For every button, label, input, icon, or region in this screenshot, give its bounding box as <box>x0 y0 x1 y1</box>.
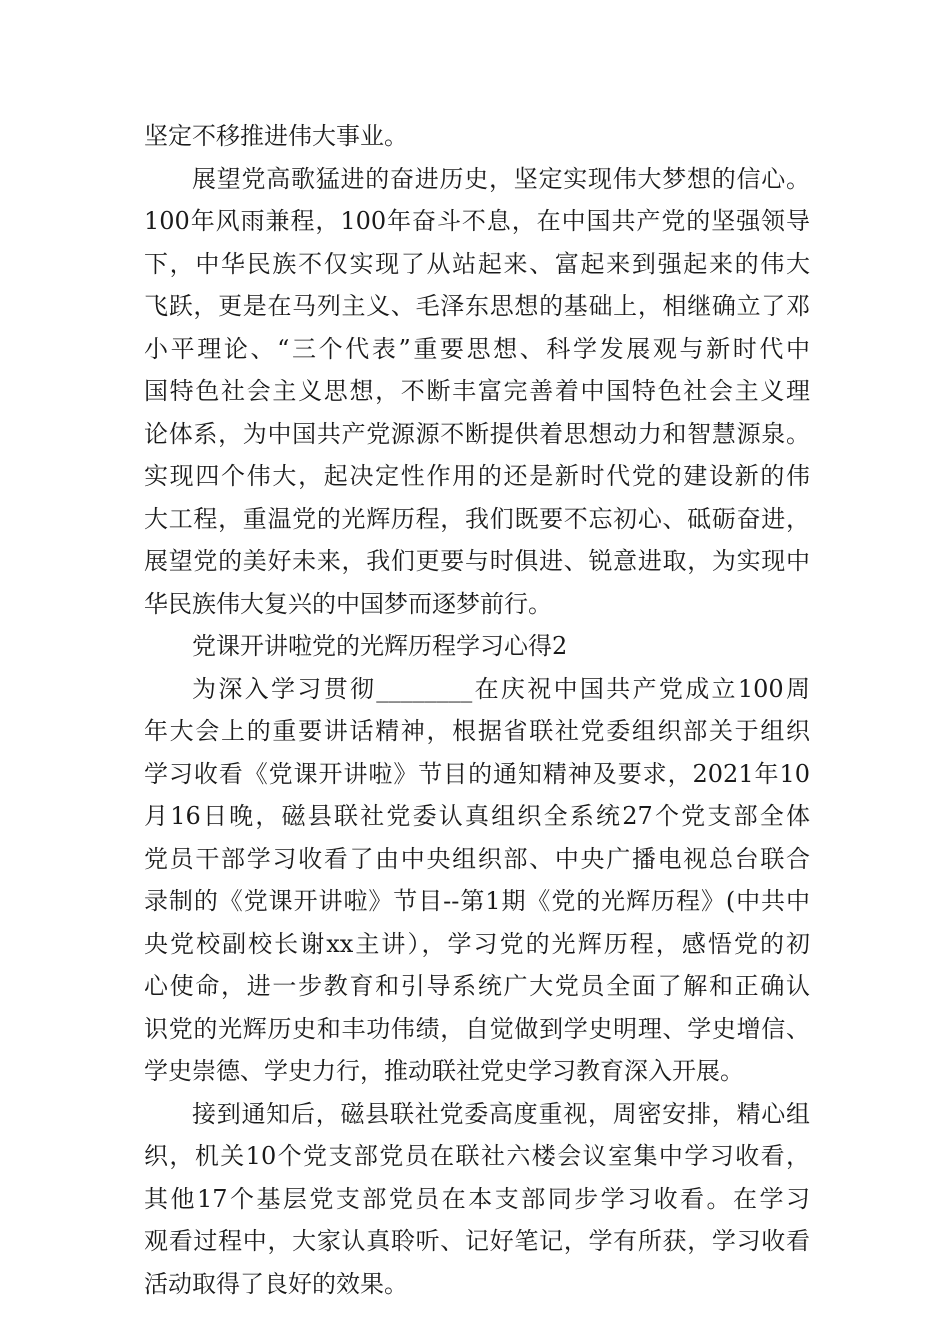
paragraph-line: 展望党高歌猛进的奋进历史，坚定实现伟大梦想的信心。 <box>192 165 810 193</box>
paragraph-line: 展望党的美好未来，我们更要与时俱进、锐意进取，为实现中 <box>144 547 810 575</box>
paragraph-line: 下，中华民族不仅实现了从站起来、富起来到强起来的伟大 <box>144 250 810 278</box>
paragraph-line: 其他17个基层党支部党员在本支部同步学习收看。在学习 <box>144 1185 810 1213</box>
paragraph-line: 华民族伟大复兴的中国梦而逐梦前行。 <box>144 590 552 618</box>
paragraph-line: 坚定不移推进伟大事业。 <box>144 122 408 150</box>
paragraph-line: 活动取得了良好的效果。 <box>144 1270 408 1298</box>
paragraph-line: 心使命，进一步教育和引导系统广大党员全面了解和正确认 <box>144 972 810 1000</box>
paragraph-line: 年大会上的重要讲话精神，根据省联社党委组织部关于组织 <box>144 717 810 745</box>
paragraph-line: 织，机关10个党支部党员在联社六楼会议室集中学习收看， <box>144 1142 810 1170</box>
paragraph-line: 学习收看《党课开讲啦》节目的通知精神及要求，2021年10 <box>144 760 810 788</box>
paragraph-line: 观看过程中，大家认真聆听、记好笔记，学有所获，学习收看 <box>144 1227 810 1255</box>
paragraph-line: 党员干部学习收看了由中央组织部、中央广播电视总台联合 <box>144 845 810 873</box>
section-heading: 党课开讲啦党的光辉历程学习心得2 <box>192 632 568 660</box>
paragraph-line: 飞跃，更是在马列主义、毛泽东思想的基础上，相继确立了邓 <box>144 292 810 320</box>
paragraph-line: 学史崇德、学史力行，推动联社党史学习教育深入开展。 <box>144 1057 744 1085</box>
paragraph-line: 接到通知后，磁县联社党委高度重视，周密安排，精心组 <box>192 1100 810 1128</box>
paragraph-line: 为深入学习贯彻________在庆祝中国共产党成立100周 <box>192 675 810 703</box>
paragraph-line: 100年风雨兼程，100年奋斗不息，在中国共产党的坚强领导 <box>144 207 810 235</box>
paragraph-line: 国特色社会主义思想，不断丰富完善着中国特色社会主义理 <box>144 377 810 405</box>
paragraph-line: 月16日晚，磁县联社党委认真组织全系统27个党支部全体 <box>144 802 810 830</box>
paragraph-line: 大工程，重温党的光辉历程，我们既要不忘初心、砥砺奋进， <box>144 505 810 533</box>
paragraph-line: 录制的《党课开讲啦》节目--第1期《党的光辉历程》(中共中 <box>144 887 810 915</box>
paragraph-line: 论体系，为中国共产党源源不断提供着思想动力和智慧源泉。 <box>144 420 810 448</box>
paragraph-line: 小平理论、“三个代表”重要思想、科学发展观与新时代中 <box>144 335 810 363</box>
paragraph-line: 央党校副校长谢xx主讲），学习党的光辉历程，感悟党的初 <box>144 930 810 958</box>
paragraph-line: 识党的光辉历史和丰功伟绩，自觉做到学史明理、学史增信、 <box>144 1015 810 1043</box>
paragraph-line: 实现四个伟大，起决定性作用的还是新时代党的建设新的伟 <box>144 462 810 490</box>
